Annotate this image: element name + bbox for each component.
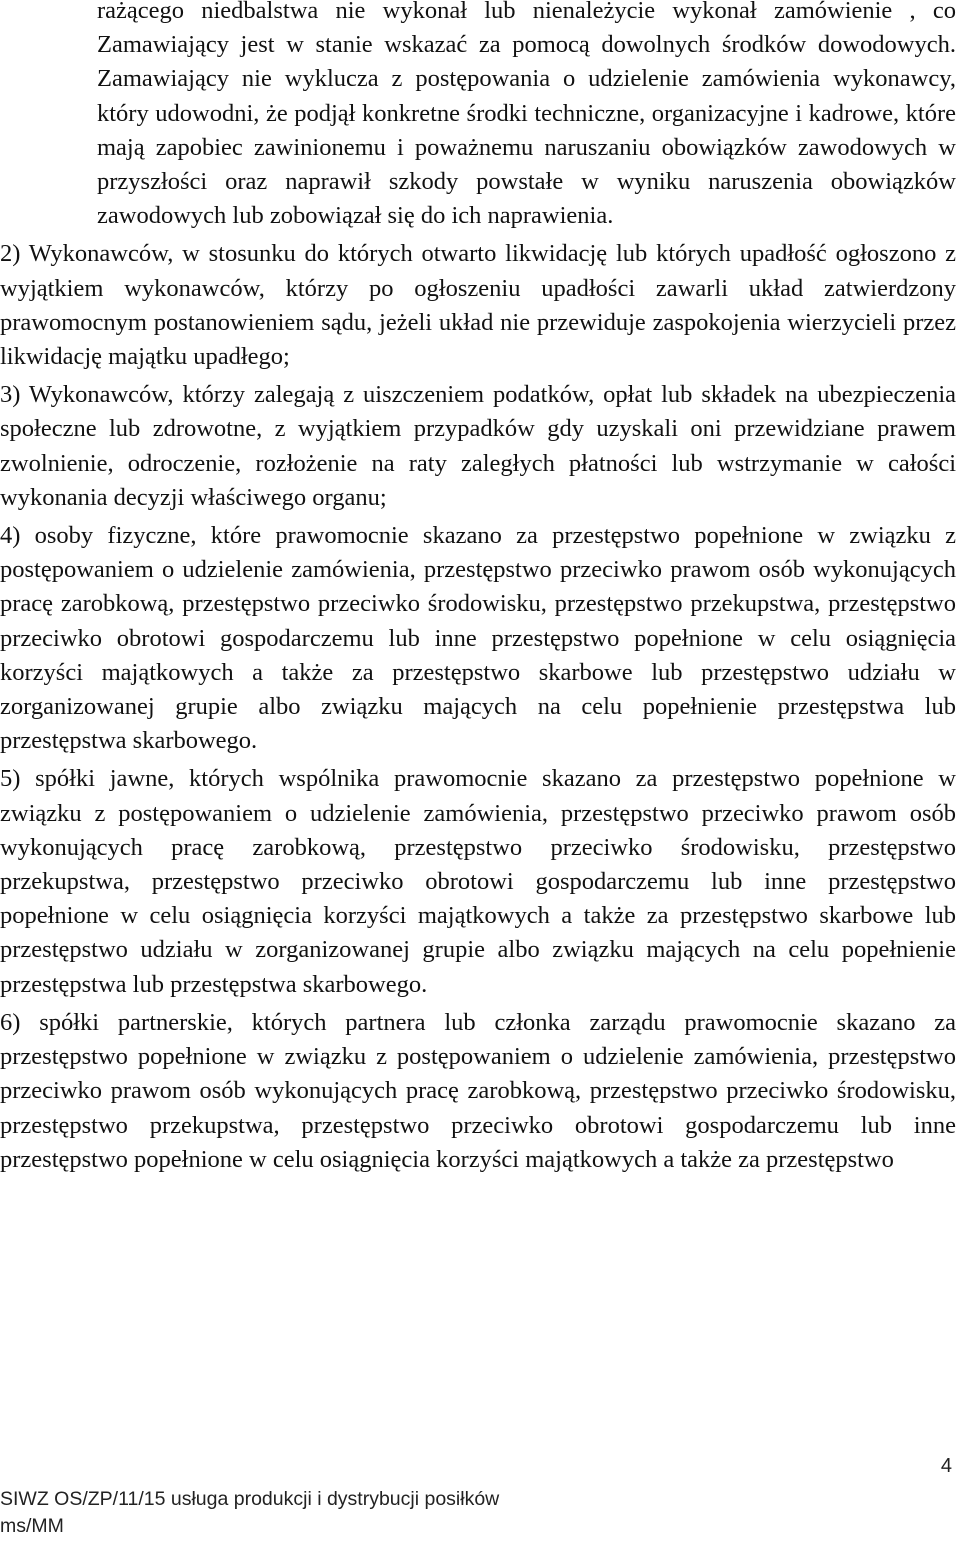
list-item-4: 4) osoby fizyczne, które prawomocnie skazano za przestępstwo popełnione w związku z postępowaniem o udzielenie zamówienia, przestępstwo przeciwko prawom osób wykonujących pracę zarobkową, przestępstwo przeciwko środowisku, przestępstwo przekupstwa, przestępstwo przeciwko obrotowi gospodarczemu lub inne przestępstwo popełnione w celu osiągnięcia korzyści majątkowych a także za przestępstwo skarbowe lub przestępstwo udziału w zorganizowanej grupie albo związku mających na celu popełnienie przestępstwa lub przestępstwa skarbowego.: [0, 522, 956, 755]
list-item-6: 6) spółki partnerskie, których partnera lub członka zarządu prawomocnie skazano za przestępstwo popełnione w związku z postępowaniem o udzielenie zamówienia, przestępstwo przeciwko prawom osób wykonujących pracę zarobkową, przestępstwo przeciwko środowisku, przestępstwo przekupstwa, przestępstwo przeciwko obrotowi gospodarczemu lub inne przestępstwo popełnione w celu osiągnięcia korzyści majątkowych a także za przestępstwo: [0, 1008, 956, 1173]
paragraph-continuation: rażącego niedbalstwa nie wykonał lub nienależycie wykonał zamówienie , co Zamawiający jest w stanie wskazać za pomocą dowolnych środków dowodowych. Zamawiający nie wyklucza z postępowania o udzielenie zamówienia wykonawcy, który udowodni, że podjął konkretne środki techniczne, organizacyjne i kadrowe, które mają zapobiec zawinionemu i poważnemu naruszaniu obowiązków zawodowych w przyszłości oraz naprawił szkody powstałe w wyniku naruszenia obowiązków zawodowych lub zobowiązał się do ich naprawienia.: [97, 0, 956, 230]
page-footer: [0, 1440, 960, 1547]
footer-document-reference: SIWZ OS/ZP/11/15 usługa produkcji i dystrybucji posiłków: [0, 1488, 500, 1510]
footer-author-initials: ms/MM: [0, 1515, 64, 1537]
page-number: 4: [940, 1455, 952, 1477]
list-item-5: 5) spółki jawne, których wspólnika prawomocnie skazano za przestępstwo popełnione w związku z postępowaniem o udzielenie zamówienia, przestępstwo przeciwko prawom osób wykonujących pracę zarobkową, przestępstwo przeciwko środowisku, przestępstwo przekupstwa, przestępstwo przeciwko obrotowi gospodarczemu lub inne przestępstwo popełnione w celu osiągnięcia korzyści majątkowych a także za przestępstwo skarbowe lub przestępstwo udziału w zorganizowanej grupie albo związku mających na celu popełnienie przestępstwa lub przestępstwa skarbowego.: [0, 765, 956, 998]
list-item-2: 2) Wykonawców, w stosunku do których otwarto likwidację lub których upadłość ogłoszono z wyjątkiem wykonawców, którzy po ogłoszeniu upadłości zawarli układ zatwierdzony prawomocnym postanowieniem sądu, jeżeli układ nie przewiduje zaspokojenia wierzycieli przez likwidację majątku upadłego;: [0, 240, 956, 371]
list-item-3: 3) Wykonawców, którzy zalegają z uiszczeniem podatków, opłat lub składek na ubezpieczenia społeczne lub zdrowotne, z wyjątkiem przypadków gdy uzyskali oni przewidziane prawem zwolnienie, odroczenie, rozłożenie na raty zaległych płatności lub wstrzymanie w całości wykonania decyzji właściwego organu;: [0, 381, 956, 511]
